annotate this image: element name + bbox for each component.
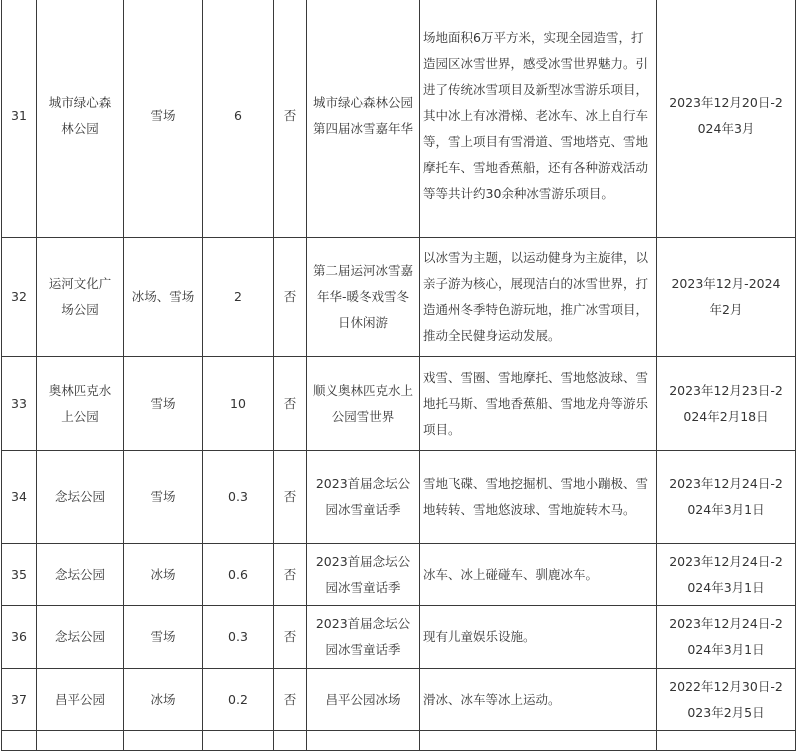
table-row	[2, 357, 796, 451]
area-cell: 2	[203, 238, 274, 357]
row-index-cell: 36	[2, 606, 37, 669]
flag-cell: 否	[274, 238, 307, 357]
table-row	[2, 0, 796, 238]
date-range-cell: 2023年12月24日-2024年3月1日	[657, 606, 796, 669]
venue-type-cell: 雪场	[124, 0, 203, 238]
date-range-cell: 2023年12月24日-2024年3月1日	[657, 544, 796, 606]
park-name-cell: 念坛公园	[37, 606, 124, 669]
event-name-cell: 2023首届念坛公园冰雪童话季	[307, 451, 420, 544]
row-index-cell: 32	[2, 238, 37, 357]
area-cell: 0.2	[203, 669, 274, 731]
flag-cell: 否	[274, 357, 307, 451]
description-cell: 冰车、冰上碰碰车、驯鹿冰车。	[420, 544, 657, 606]
event-name-cell: 昌平公园冰场	[307, 669, 420, 731]
row-index-cell: 37	[2, 669, 37, 731]
description-cell: 雪地飞碟、雪地挖掘机、雪地小蹦极、雪地转转、雪地悠波球、雪地旋转木马。	[420, 451, 657, 544]
description-cell: 滑冰、冰车等冰上运动。	[420, 669, 657, 731]
table-row	[2, 606, 796, 669]
event-name-cell: 2023首届念坛公园冰雪童话季	[307, 544, 420, 606]
park-name-cell: 念坛公园	[37, 544, 124, 606]
table-row	[2, 238, 796, 357]
row-index-cell: 31	[2, 0, 37, 238]
area-cell: 10	[203, 357, 274, 451]
flag-cell: 否	[274, 606, 307, 669]
event-name-cell: 顺义奥林匹克水上公园雪世界	[307, 357, 420, 451]
park-name-cell: 昌平公园	[37, 669, 124, 731]
flag-cell: 否	[274, 544, 307, 606]
park-name-cell: 念坛公园	[37, 451, 124, 544]
event-name-cell: 第二届运河冰雪嘉年华-暖冬戏雪冬日休闲游	[307, 238, 420, 357]
area-cell: 0.3	[203, 606, 274, 669]
venue-type-cell: 冰场、雪场	[124, 238, 203, 357]
flag-cell: 否	[274, 451, 307, 544]
table-row	[2, 451, 796, 544]
description-cell: 以冰雪为主题，以运动健身为主旋律，以亲子游为核心，展现洁白的冰雪世界，打造通州冬季特色游玩地，推广冰雪项目，推动全民健身运动发展。	[420, 238, 657, 357]
table-row	[2, 731, 796, 751]
area-cell: 0.6	[203, 544, 274, 606]
row-index-cell: 35	[2, 544, 37, 606]
area-cell: 6	[203, 0, 274, 238]
table-row	[2, 669, 796, 731]
description-cell: 现有儿童娱乐设施。	[420, 606, 657, 669]
flag-cell: 否	[274, 0, 307, 238]
venue-type-cell: 雪场	[124, 357, 203, 451]
flag-cell: 否	[274, 669, 307, 731]
table-row	[2, 544, 796, 606]
park-ice-snow-table	[1, 0, 796, 751]
event-name-cell: 城市绿心森林公园第四届冰雪嘉年华	[307, 0, 420, 238]
venue-type-cell: 冰场	[124, 669, 203, 731]
row-index-cell: 34	[2, 451, 37, 544]
venue-type-cell: 冰场	[124, 544, 203, 606]
date-range-cell: 2023年12月23日-2024年2月18日	[657, 357, 796, 451]
event-name-cell: 2023首届念坛公园冰雪童话季	[307, 606, 420, 669]
row-index-cell: 33	[2, 357, 37, 451]
park-name-cell: 奥林匹克水上公园	[37, 357, 124, 451]
area-cell: 0.3	[203, 451, 274, 544]
park-name-cell: 运河文化广场公园	[37, 238, 124, 357]
date-range-cell: 2022年12月30日-2023年2月5日	[657, 669, 796, 731]
date-range-cell: 2023年12月24日-2024年3月1日	[657, 451, 796, 544]
description-cell: 戏雪、雪圈、雪地摩托、雪地悠波球、雪地托马斯、雪地香蕉船、雪地龙舟等游乐项目。	[420, 357, 657, 451]
venue-type-cell: 雪场	[124, 606, 203, 669]
date-range-cell: 2023年12月20日-2024年3月	[657, 0, 796, 238]
date-range-cell: 2023年12月-2024年2月	[657, 238, 796, 357]
description-cell: 场地面积6万平方米，实现全园造雪，打造园区冰雪世界，感受冰雪世界魅力。引进了传统冰雪项目及新型冰雪游乐项目，其中冰上有冰滑梯、老冰车、冰上自行车等，雪上项目有雪滑道、雪地塔克、雪地摩托车、雪地香蕉船，还有各种游戏活动等等共计约30余种冰雪游乐项目。	[420, 0, 657, 238]
venue-type-cell: 雪场	[124, 451, 203, 544]
park-name-cell: 城市绿心森林公园	[37, 0, 124, 238]
